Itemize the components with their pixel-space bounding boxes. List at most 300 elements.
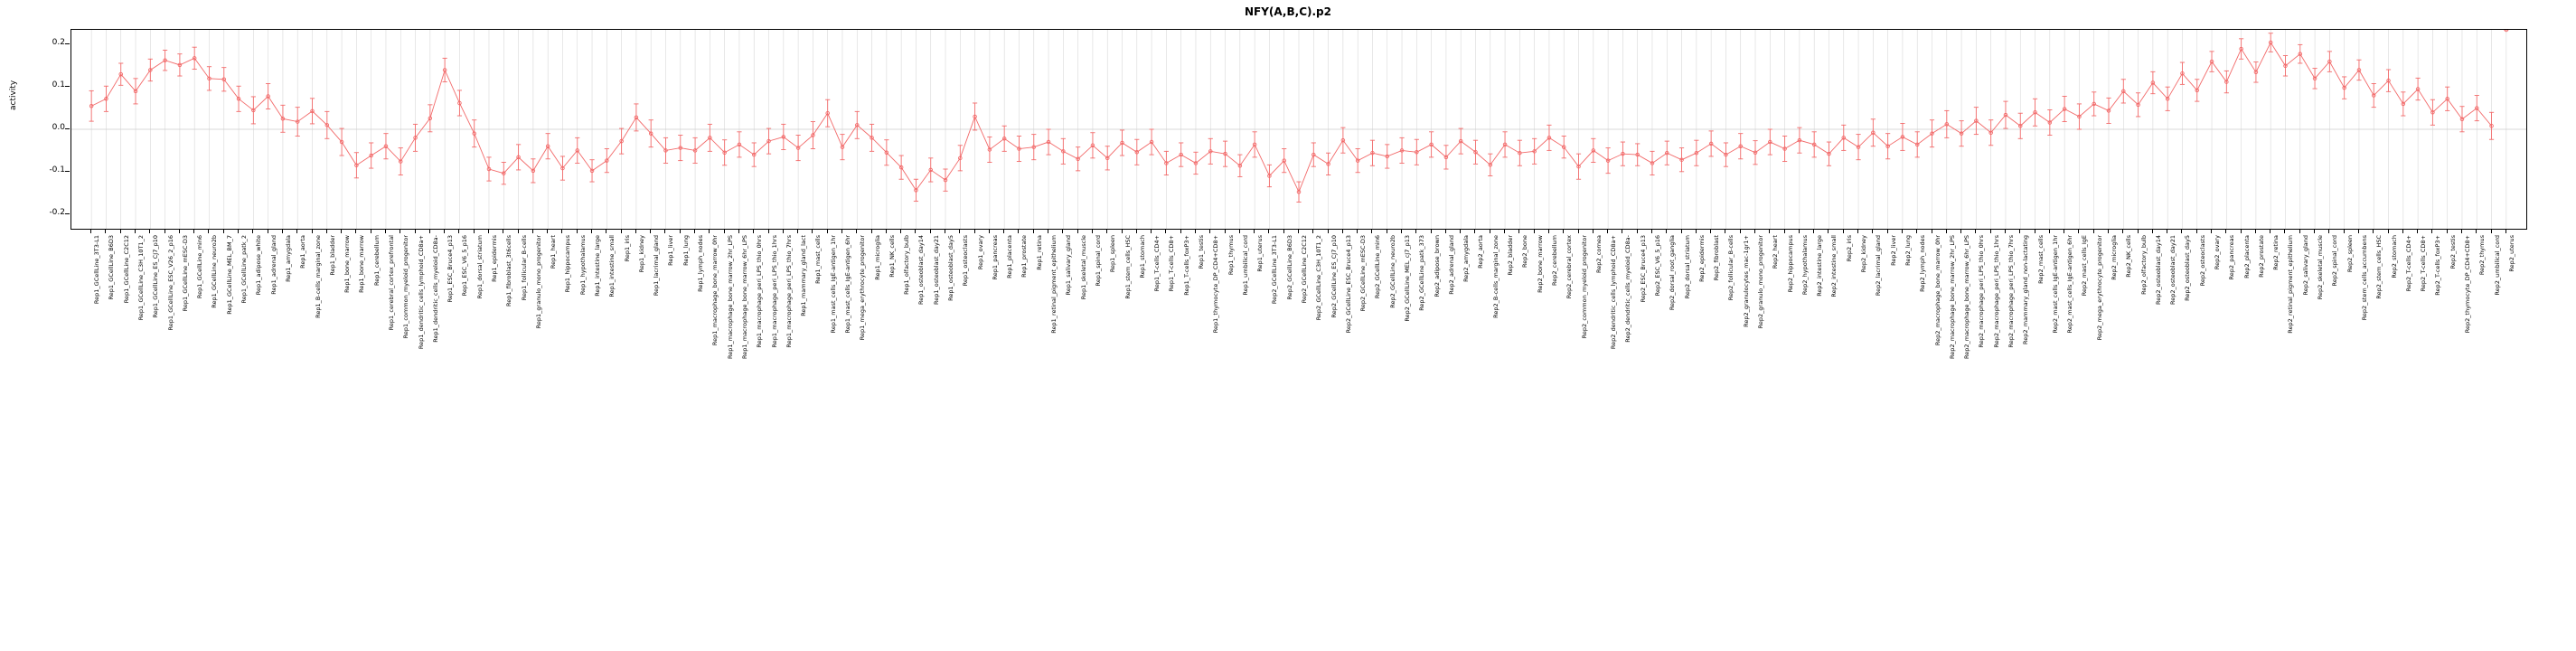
x-tick-mark bbox=[577, 230, 578, 233]
x-tick-mark bbox=[1769, 230, 1770, 233]
x-tick-label: Rep2_stem_cells_accumbens bbox=[2360, 235, 2368, 321]
data-point bbox=[1606, 148, 1611, 174]
x-tick-label: Rep1_follicular_B-cells bbox=[520, 235, 528, 301]
x-tick-label: Rep1_spleen bbox=[1109, 235, 1117, 273]
x-tick-label: Rep1_mast_cells bbox=[814, 235, 823, 284]
data-point bbox=[148, 59, 153, 80]
data-point bbox=[1827, 142, 1831, 165]
data-point bbox=[766, 128, 771, 154]
x-tick-mark bbox=[2299, 230, 2300, 233]
data-point bbox=[2121, 80, 2126, 103]
data-point bbox=[1312, 143, 1316, 166]
x-tick-label: Rep2_adrenal_gland bbox=[1447, 235, 1455, 295]
data-point bbox=[104, 86, 108, 111]
x-tick-label: Rep2_granulocytes_mac-1gr1+ bbox=[1742, 235, 1750, 327]
x-tick-label: Rep2_T-cells_CD8+ bbox=[2420, 235, 2428, 292]
data-point bbox=[928, 158, 933, 182]
x-tick-mark bbox=[2152, 230, 2153, 233]
x-tick-mark bbox=[1710, 230, 1711, 233]
x-tick-label: Rep2_adipose_brown bbox=[1433, 235, 1441, 297]
x-tick-label: Rep2_NK_cells bbox=[2125, 235, 2133, 278]
x-tick-label: Rep1_osteoblast_day21 bbox=[932, 235, 940, 305]
x-tick-label: Rep2_heart bbox=[1772, 235, 1780, 269]
x-tick-mark bbox=[930, 230, 931, 233]
x-tick-label: Rep1_intestine_small bbox=[608, 235, 616, 297]
x-tick-mark bbox=[1342, 230, 1343, 233]
data-point bbox=[2269, 33, 2273, 52]
x-tick-label: Rep1_salivary_gland bbox=[1065, 235, 1073, 296]
data-point bbox=[1488, 154, 1492, 175]
x-tick-mark bbox=[812, 230, 813, 233]
data-point bbox=[2342, 77, 2346, 99]
data-point bbox=[2209, 52, 2214, 71]
data-point bbox=[163, 50, 167, 70]
x-tick-label: Rep2_osteoclasts bbox=[2198, 235, 2206, 287]
x-tick-mark bbox=[2417, 230, 2418, 233]
x-tick-label: Rep2_bladder bbox=[1507, 235, 1515, 276]
data-point bbox=[133, 79, 137, 104]
x-tick-label: Rep1_hypothalamus bbox=[578, 235, 587, 296]
x-tick-mark bbox=[2241, 230, 2242, 233]
x-tick-mark bbox=[1165, 230, 1166, 233]
x-tick-label: Rep2_lacrimal_gland bbox=[1875, 235, 1883, 297]
data-point bbox=[89, 90, 94, 121]
data-point bbox=[2047, 109, 2052, 135]
data-point bbox=[2459, 107, 2464, 132]
data-point bbox=[781, 124, 785, 149]
x-tick-label: Rep2_lung bbox=[1904, 235, 1912, 266]
x-tick-mark bbox=[1578, 230, 1579, 233]
x-tick-label: Rep2_thymus bbox=[2478, 235, 2487, 276]
x-tick-label: Rep1_macrophage_peri_LPS_thio_0hrs bbox=[756, 235, 764, 348]
x-tick-label: Rep2_placenta bbox=[2242, 235, 2251, 278]
x-tick-mark bbox=[1504, 230, 1505, 233]
data-point bbox=[1370, 140, 1375, 165]
x-tick-label: Rep1_mast_cells_IgE-antigen_6hr bbox=[843, 235, 851, 334]
x-tick-label: Rep1_dendritic_cells_myeloid_CD8a- bbox=[431, 235, 439, 343]
x-tick-mark bbox=[1548, 230, 1549, 233]
x-tick-label: Rep2_cerebral_cortex bbox=[1565, 235, 1574, 299]
data-point bbox=[619, 128, 624, 154]
data-point bbox=[280, 105, 285, 132]
x-tick-label: Rep2_GCellLine_C3H_10T1_2 bbox=[1315, 235, 1323, 321]
x-tick-label: Rep2_olfactory_bulb bbox=[2139, 235, 2148, 295]
x-tick-label: Rep2_macrophage_peri_LPS_thio_0hrs bbox=[1978, 235, 1986, 348]
x-tick-mark bbox=[547, 230, 548, 233]
x-tick-mark bbox=[474, 230, 475, 233]
data-point bbox=[943, 169, 947, 191]
data-point bbox=[870, 124, 874, 151]
x-tick-label: Rep2_skeletal_muscle bbox=[2317, 235, 2325, 300]
x-tick-mark bbox=[1136, 230, 1137, 233]
data-point bbox=[1356, 149, 1360, 173]
data-point bbox=[1665, 141, 1669, 165]
x-tick-mark bbox=[2138, 230, 2139, 233]
x-tick-mark bbox=[1268, 230, 1269, 233]
data-point bbox=[1768, 129, 1772, 155]
data-point bbox=[1782, 136, 1787, 161]
x-tick-mark bbox=[1960, 230, 1961, 233]
data-point bbox=[413, 124, 418, 151]
x-tick-mark bbox=[149, 230, 150, 233]
x-tick-mark bbox=[2078, 230, 2079, 233]
x-tick-label: Rep1_mammary_gland_lact bbox=[800, 235, 808, 316]
x-tick-label: Rep2_hypothalamus bbox=[1800, 235, 1809, 296]
data-point bbox=[546, 134, 550, 159]
data-point bbox=[2298, 44, 2302, 63]
x-tick-label: Rep1_thymus bbox=[1227, 235, 1235, 276]
data-point bbox=[1237, 155, 1242, 176]
y-tick-mark bbox=[65, 171, 70, 172]
x-tick-label: Rep1_GCellLine_MEL_BM_7 bbox=[225, 235, 233, 315]
x-tick-mark bbox=[458, 230, 459, 233]
x-tick-label: Rep2_aorta bbox=[1477, 235, 1485, 269]
x-tick-label: Rep2_ESC_V6_5_p16 bbox=[1653, 235, 1661, 297]
x-tick-mark bbox=[1003, 230, 1004, 233]
data-point bbox=[692, 137, 697, 163]
x-tick-mark bbox=[1754, 230, 1755, 233]
data-point bbox=[2356, 60, 2361, 80]
x-tick-mark bbox=[488, 230, 489, 233]
x-tick-label: Rep2_GCellLine_C2C12 bbox=[1301, 235, 1308, 304]
data-point bbox=[1724, 143, 1728, 166]
y-tick-label: 0.0 bbox=[52, 123, 65, 132]
x-tick-mark bbox=[1357, 230, 1358, 233]
x-tick-label: Rep1_prostate bbox=[1020, 235, 1029, 278]
plot-area bbox=[71, 29, 2527, 230]
x-tick-mark bbox=[1593, 230, 1594, 233]
x-tick-mark bbox=[385, 230, 386, 233]
x-tick-mark bbox=[1460, 230, 1461, 233]
data-point bbox=[605, 149, 609, 173]
x-tick-mark bbox=[1401, 230, 1402, 233]
data-point bbox=[1253, 132, 1257, 157]
x-tick-label: Rep2_GCellLine_mESC-D3 bbox=[1359, 235, 1368, 312]
data-point bbox=[1149, 129, 1153, 155]
plot-svg bbox=[71, 30, 2526, 229]
x-tick-mark bbox=[827, 230, 828, 233]
data-point bbox=[339, 128, 343, 156]
x-tick-label: Rep1_osteoclasts bbox=[962, 235, 970, 287]
x-tick-label: Rep2_mast_cells bbox=[2036, 235, 2045, 284]
x-tick-label: Rep1_GCellLine_mESC-D3 bbox=[181, 235, 189, 312]
x-tick-mark bbox=[915, 230, 916, 233]
x-tick-mark bbox=[1474, 230, 1475, 233]
x-tick-label: Rep2_spleen bbox=[2346, 235, 2354, 273]
y-tick-label: 0.2 bbox=[52, 38, 65, 48]
x-tick-mark bbox=[797, 230, 798, 233]
x-tick-label: Rep2_common_myeloid_progenitor bbox=[1580, 235, 1588, 339]
x-tick-mark bbox=[238, 230, 239, 233]
x-tick-label: Rep2_kidney bbox=[1860, 235, 1868, 273]
data-point bbox=[1076, 147, 1080, 171]
x-tick-label: Rep1_T-cells_foxP3+ bbox=[1182, 235, 1190, 296]
x-tick-label: Rep2_granulo_mono_progenitor bbox=[1757, 235, 1765, 329]
data-point bbox=[399, 148, 403, 175]
data-point bbox=[2136, 93, 2140, 117]
x-tick-mark bbox=[1122, 230, 1123, 233]
x-tick-mark bbox=[1799, 230, 1800, 233]
x-tick-label: Rep2_bone_marrow bbox=[1536, 235, 1544, 293]
data-point bbox=[2401, 92, 2405, 116]
x-tick-label: Rep1_spinal_cord bbox=[1094, 235, 1102, 287]
x-tick-mark bbox=[1916, 230, 1917, 233]
data-point bbox=[1340, 127, 1345, 153]
x-tick-label: Rep1_common_myeloid_progenitor bbox=[402, 235, 410, 339]
x-tick-mark bbox=[1696, 230, 1697, 233]
x-tick-label: Rep2_GCellLine_MEL_cJ7_p13 bbox=[1404, 235, 1412, 322]
x-tick-label: Rep1_GCellLine_C2C12 bbox=[122, 235, 130, 304]
data-point bbox=[2063, 96, 2067, 121]
x-tick-mark bbox=[355, 230, 356, 233]
x-tick-mark bbox=[753, 230, 754, 233]
data-point bbox=[296, 108, 300, 137]
x-tick-label: Rep2_lymph_nodes bbox=[1919, 235, 1927, 292]
data-point bbox=[1959, 121, 1963, 146]
data-point bbox=[649, 120, 653, 147]
x-tick-label: Rep2_spinal_cord bbox=[2331, 235, 2339, 287]
data-point bbox=[472, 120, 476, 147]
x-tick-mark bbox=[518, 230, 519, 233]
y-tick-labels bbox=[24, 29, 67, 230]
data-point bbox=[1988, 120, 1993, 146]
data-point bbox=[2180, 62, 2185, 84]
x-tick-mark bbox=[768, 230, 769, 233]
data-point bbox=[958, 146, 963, 171]
data-point bbox=[2312, 69, 2317, 89]
x-tick-label: Rep1_dendritic_cells_lymphoid_CD8a+ bbox=[417, 235, 425, 350]
x-tick-mark bbox=[1637, 230, 1638, 233]
data-point bbox=[1635, 144, 1640, 165]
data-point bbox=[1885, 134, 1890, 159]
x-tick-mark bbox=[2211, 230, 2212, 233]
data-point bbox=[1105, 146, 1110, 170]
x-tick-label: Rep1_T-cells_CD8+ bbox=[1168, 235, 1176, 292]
data-point bbox=[516, 145, 521, 170]
x-tick-label: Rep2_B-cells_marginal_zone bbox=[1491, 235, 1500, 318]
data-point bbox=[1046, 129, 1050, 155]
x-tick-mark bbox=[1077, 230, 1078, 233]
data-point bbox=[1134, 139, 1139, 165]
x-tick-mark bbox=[2196, 230, 2197, 233]
data-point bbox=[2003, 101, 2007, 128]
x-tick-mark bbox=[1975, 230, 1976, 233]
x-tick-mark bbox=[2373, 230, 2374, 233]
data-point bbox=[1385, 145, 1389, 168]
x-tick-mark bbox=[2328, 230, 2329, 233]
x-tick-label: Rep2_thymocyte_DP_CD4+CD8+ bbox=[2463, 235, 2471, 334]
x-tick-label: Rep1_fibroblast_3t6cells bbox=[505, 235, 513, 307]
x-tick-mark bbox=[1946, 230, 1947, 233]
data-point bbox=[177, 54, 182, 76]
data-point bbox=[2077, 104, 2082, 129]
data-point bbox=[811, 122, 815, 149]
x-tick-mark bbox=[856, 230, 857, 233]
data-point bbox=[1694, 140, 1698, 165]
data-point bbox=[457, 90, 462, 116]
x-tick-mark bbox=[621, 230, 622, 233]
x-tick-label: Rep2_GCellLine_min6 bbox=[1374, 235, 1382, 299]
data-point bbox=[1738, 134, 1743, 159]
chart-title: NFY(A,B,C).p2 bbox=[1245, 5, 1331, 18]
x-tick-mark bbox=[179, 230, 180, 233]
x-tick-label: Rep2_macrophage_bone_marrow_6hr_LPS bbox=[1963, 235, 1971, 359]
x-tick-mark bbox=[415, 230, 416, 233]
x-tick-mark bbox=[561, 230, 562, 233]
x-tick-label: Rep1_GCellLine_patk_2 bbox=[240, 235, 249, 304]
x-tick-label: Rep1_stomach bbox=[1138, 235, 1146, 278]
x-tick-mark bbox=[694, 230, 695, 233]
x-tick-mark bbox=[2491, 230, 2492, 233]
x-tick-label: Rep1_retinal_pigment_epithelium bbox=[1050, 235, 1058, 334]
data-point bbox=[2224, 71, 2229, 92]
x-tick-label: Rep2_ESC_Bruce4_p13 bbox=[1639, 235, 1647, 303]
x-tick-mark bbox=[252, 230, 253, 233]
x-tick-label: Rep2_hippocampus bbox=[1786, 235, 1794, 293]
x-tick-label: Rep2_GCellLine_patk_373 bbox=[1418, 235, 1426, 311]
x-tick-mark bbox=[2005, 230, 2006, 233]
x-tick-label: Rep1_granulo_mono_progenitor bbox=[534, 235, 542, 329]
x-tick-label: Rep2_dendritic_cells_myeloid_CD8a- bbox=[1624, 235, 1632, 343]
data-point bbox=[2166, 87, 2170, 110]
data-point bbox=[2372, 83, 2376, 107]
x-tick-label: Rep2_retinal_pigment_epithelium bbox=[2287, 235, 2295, 334]
x-tick-label: Rep2_GCellLine_neuro2b bbox=[1388, 235, 1396, 308]
x-tick-mark bbox=[2181, 230, 2182, 233]
x-tick-label: Rep1_cerebral_cortex_prefrontal bbox=[387, 235, 395, 331]
x-tick-label: Rep2_GCellLine_B6D3 bbox=[1285, 235, 1293, 300]
x-tick-label: Rep1_intestine_large bbox=[594, 235, 602, 297]
data-point bbox=[1090, 133, 1095, 158]
x-tick-mark bbox=[1828, 230, 1829, 233]
x-tick-mark bbox=[1872, 230, 1873, 233]
x-tick-mark bbox=[2358, 230, 2359, 233]
x-tick-label: Rep1_aorta bbox=[299, 235, 307, 269]
x-tick-mark bbox=[2108, 230, 2109, 233]
x-tick-mark bbox=[208, 230, 209, 233]
data-point bbox=[354, 153, 359, 178]
x-tick-label: Rep1_ESC_V6_5_p16 bbox=[461, 235, 469, 297]
data-point bbox=[1591, 138, 1595, 162]
x-tick-label: Rep1_GCellLine_B6D3 bbox=[108, 235, 116, 300]
x-tick-mark bbox=[650, 230, 651, 233]
x-tick-mark bbox=[680, 230, 681, 233]
x-tick-label: Rep1_bone_marrow bbox=[343, 235, 352, 293]
x-tick-mark bbox=[2122, 230, 2123, 233]
x-tick-label: Rep2_mega_erythrocyte_progenitor bbox=[2095, 235, 2103, 341]
data-point bbox=[1208, 138, 1213, 164]
x-tick-mark bbox=[312, 230, 313, 233]
y-tick-label: -0.2 bbox=[49, 207, 65, 217]
x-tick-mark bbox=[2431, 230, 2432, 233]
data-point bbox=[1900, 123, 1904, 150]
x-tick-label: Rep2_T-cells_CD4+ bbox=[2404, 235, 2412, 292]
x-tick-label: Rep1_epidermis bbox=[491, 235, 498, 282]
x-tick-label: Rep2_umbilical_cord bbox=[2493, 235, 2501, 296]
x-tick-mark bbox=[2505, 230, 2506, 233]
x-tick-label: Rep1_bone_marrow bbox=[358, 235, 366, 293]
x-tick-label: Rep1_mega_erythrocyte_progenitor bbox=[859, 235, 867, 341]
x-tick-label: Rep1_skeletal_muscle bbox=[1079, 235, 1087, 300]
data-point bbox=[2106, 98, 2111, 123]
x-tick-mark bbox=[2314, 230, 2315, 233]
data-point bbox=[973, 103, 977, 130]
x-tick-mark bbox=[1887, 230, 1888, 233]
y-tick-mark bbox=[65, 86, 70, 87]
x-tick-label: Rep2_macrophage_bone_marrow_0hr bbox=[1933, 235, 1941, 346]
data-point bbox=[678, 136, 682, 161]
x-tick-label: Rep1_lung bbox=[682, 235, 690, 266]
x-tick-label: Rep2_follicular_B-cells bbox=[1727, 235, 1735, 301]
x-tick-label: Rep2_epidermis bbox=[1697, 235, 1706, 282]
x-tick-mark bbox=[709, 230, 710, 233]
data-point bbox=[1502, 132, 1507, 157]
data-point bbox=[428, 105, 432, 132]
data-point bbox=[1429, 132, 1434, 157]
x-tick-label: Rep1_ESC_Bruce4_p13 bbox=[447, 235, 455, 303]
x-tick-mark bbox=[2049, 230, 2050, 233]
x-tick-label: Rep1_umbilical_cord bbox=[1241, 235, 1249, 296]
data-point bbox=[1296, 182, 1301, 202]
x-tick-labels bbox=[71, 230, 2527, 646]
x-tick-label: Rep1_bladder bbox=[328, 235, 336, 276]
x-tick-mark bbox=[959, 230, 960, 233]
x-tick-mark bbox=[296, 230, 297, 233]
data-point bbox=[1841, 125, 1846, 150]
x-tick-label: Rep1_amygdala bbox=[284, 235, 292, 282]
x-tick-mark bbox=[341, 230, 342, 233]
x-tick-mark bbox=[841, 230, 842, 233]
x-tick-label: Rep2_osteoblast_day21 bbox=[2169, 235, 2177, 305]
x-tick-label: Rep2_intestine_large bbox=[1816, 235, 1824, 297]
data-point bbox=[1223, 141, 1227, 166]
data-point bbox=[1930, 120, 1934, 147]
x-tick-label: Rep1_heart bbox=[550, 235, 558, 269]
x-tick-label: Rep2_macrophage_bone_marrow_2hr_LPS bbox=[1948, 235, 1956, 359]
data-point bbox=[796, 136, 801, 161]
x-tick-label: Rep1_osteoblast_day14 bbox=[917, 235, 926, 305]
data-point bbox=[2283, 56, 2288, 76]
data-point bbox=[1812, 132, 1817, 157]
data-point bbox=[369, 143, 373, 168]
x-tick-label: Rep1_placenta bbox=[1006, 235, 1014, 278]
x-tick-label: Rep2_GCellLine_ES_CJ7_p10 bbox=[1330, 235, 1338, 318]
x-tick-mark bbox=[282, 230, 283, 233]
x-tick-mark bbox=[738, 230, 739, 233]
x-tick-label: Rep2_pancreas bbox=[2228, 235, 2236, 280]
x-tick-mark bbox=[1431, 230, 1432, 233]
data-point bbox=[2416, 78, 2421, 99]
data-point bbox=[1944, 110, 1949, 137]
x-tick-label: Rep1_ovary bbox=[976, 235, 984, 270]
x-tick-mark bbox=[724, 230, 725, 233]
data-point bbox=[1709, 131, 1714, 156]
data-point bbox=[1518, 140, 1522, 165]
data-point bbox=[221, 68, 226, 91]
x-tick-label: Rep2_salivary_gland bbox=[2301, 235, 2309, 296]
data-point bbox=[502, 163, 506, 184]
x-tick-mark bbox=[1371, 230, 1372, 233]
x-tick-mark bbox=[1151, 230, 1152, 233]
x-tick-label: Rep1_GCellLine_ESC_V26_2_p16 bbox=[166, 235, 174, 331]
data-point bbox=[2150, 71, 2155, 93]
x-tick-mark bbox=[1062, 230, 1063, 233]
x-tick-mark bbox=[1784, 230, 1785, 233]
x-tick-label: Rep2_dendritic_cells_lymphoid_CD8a+ bbox=[1610, 235, 1618, 350]
x-tick-mark bbox=[635, 230, 636, 233]
data-point bbox=[1576, 154, 1581, 179]
x-tick-label: Rep2_liver bbox=[1889, 235, 1897, 266]
